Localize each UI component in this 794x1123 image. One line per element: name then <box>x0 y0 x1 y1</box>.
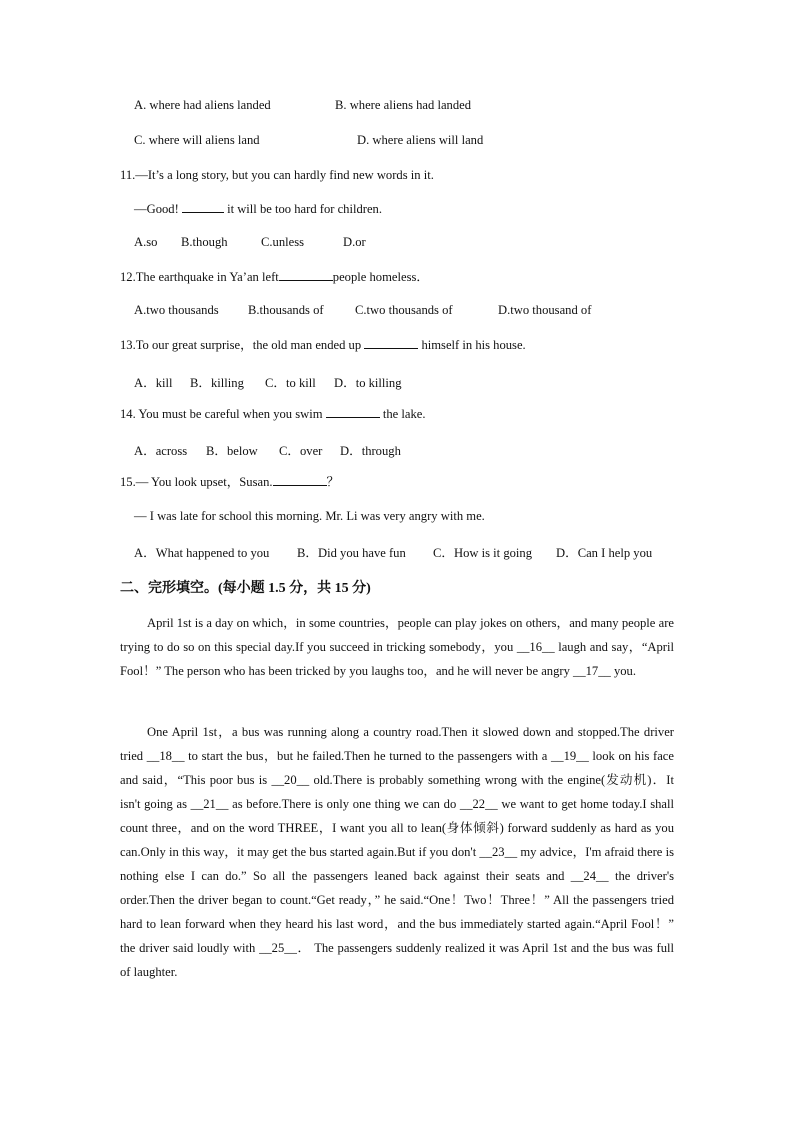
q13-option-d: D．to killing <box>334 376 402 390</box>
q14-prompt-end: the lake. <box>379 407 426 421</box>
q13-option-a: A．kill <box>134 376 173 390</box>
paragraph-text: April 1st is a day on which，in some countries，people can play jokes on others，and many people are trying to do so on this special day.If you succeed in tricking somebody，you __16__ laugh and say，“April Fool！” The person who has been tricked by you laughs too，and he will never be angry __17__ you. <box>120 616 674 678</box>
section-heading: 二、完形填空。(每小题 1.5 分，共 15 分) <box>120 581 371 596</box>
q14-option-d: D．through <box>340 444 401 458</box>
answer-blank[interactable] <box>182 201 224 213</box>
q15-prompt-end: ？ <box>326 475 340 489</box>
q11-option-b: B.though <box>181 235 228 249</box>
q13-prompt-start: 13.To our great surprise，the old man ended up <box>120 338 365 352</box>
q12-option-c: C.two thousands of <box>355 303 453 317</box>
q14-prompt <box>120 406 426 422</box>
q15-option-b: B．Did you have fun <box>297 546 406 560</box>
q10-option-c: C. where will aliens land <box>134 133 260 147</box>
q14-prompt-start: 14. You must be careful when you swim <box>120 407 326 421</box>
q12-prompt-start: 12.The earthquake in Ya’an left <box>120 270 279 284</box>
answer-blank[interactable] <box>326 406 380 418</box>
q14-option-b: B．below <box>206 444 258 458</box>
answer-blank[interactable] <box>364 337 418 349</box>
q15-prompt-start: 15.— You look upset，Susan. <box>120 475 273 489</box>
answer-blank[interactable] <box>279 269 333 281</box>
q12-option-d: D.two thousand of <box>498 303 592 317</box>
q12-option-a: A.two thousands <box>134 303 219 317</box>
q12-prompt <box>120 269 429 285</box>
q12-option-b: B.thousands of <box>248 303 324 317</box>
q11-option-c: C.unless <box>261 235 305 249</box>
q15-option-a: A．What happened to you <box>134 546 270 560</box>
passage-paragraph-1 <box>120 611 674 683</box>
q11-reply-end: it will be too hard for children. <box>223 202 383 216</box>
q14-option-a: A．across <box>134 444 188 458</box>
q10-option-a: A. where had aliens landed <box>134 98 271 112</box>
q11-reply <box>134 201 382 217</box>
q13-prompt <box>120 337 526 353</box>
q15-reply: — I was late for school this morning. Mr. Li was very angry with me. <box>134 509 485 523</box>
q14-option-c: C．over <box>279 444 323 458</box>
q11-option-d: D.or <box>343 235 366 249</box>
q10-option-d: D. where aliens will land <box>357 133 484 147</box>
q13-option-b: B．killing <box>190 376 244 390</box>
q13-prompt-end: himself in his house. <box>418 338 526 352</box>
q11-reply-start: —Good! <box>134 202 182 216</box>
q15-prompt <box>120 474 339 490</box>
answer-blank[interactable] <box>273 474 327 486</box>
q12-prompt-end: people homeless． <box>332 270 429 284</box>
q15-option-c: C．How is it going <box>433 546 533 560</box>
paragraph-text: One April 1st，a bus was running along a country road.Then it slowed down and stopped.The driver tried __18__ to start the bus，but he failed.Then he turned to the passengers with a __19__ look on his face and said，“This poor bus is __20__ old.There is probably something wrong with the engine(发动机)．It isn't going as __21__ as before.There is only one thing we can do __22__ we want to get home today.I shall count three，and on the word THREE，I want you all to lean(身体倾斜) forward suddenly as hard as you can.Only in this way，it may get the bus started again.But if you don't __23__ my advice，I'm afraid there is nothing else I can do.” So all the passengers leaned back against their seats and __24__ the driver's order.Then the driver began to count.“Get ready，” he said.“One！Two！Three！” All the passengers tried hard to lean forward when they heard his last word，and the bus immediately started again.“April Fool！” the driver said loudly with __25__． The passengers suddenly realized it was April 1st and the bus was full of laughter. <box>120 725 674 979</box>
q10-option-b: B. where aliens had landed <box>335 98 472 112</box>
q15-option-d: D．Can I help you <box>556 546 653 560</box>
passage-paragraph-2 <box>120 720 674 984</box>
q11-prompt: 11.—It’s a long story, but you can hardly find new words in it. <box>120 168 434 182</box>
q11-option-a: A.so <box>134 235 158 249</box>
q13-option-c: C．to kill <box>265 376 316 390</box>
